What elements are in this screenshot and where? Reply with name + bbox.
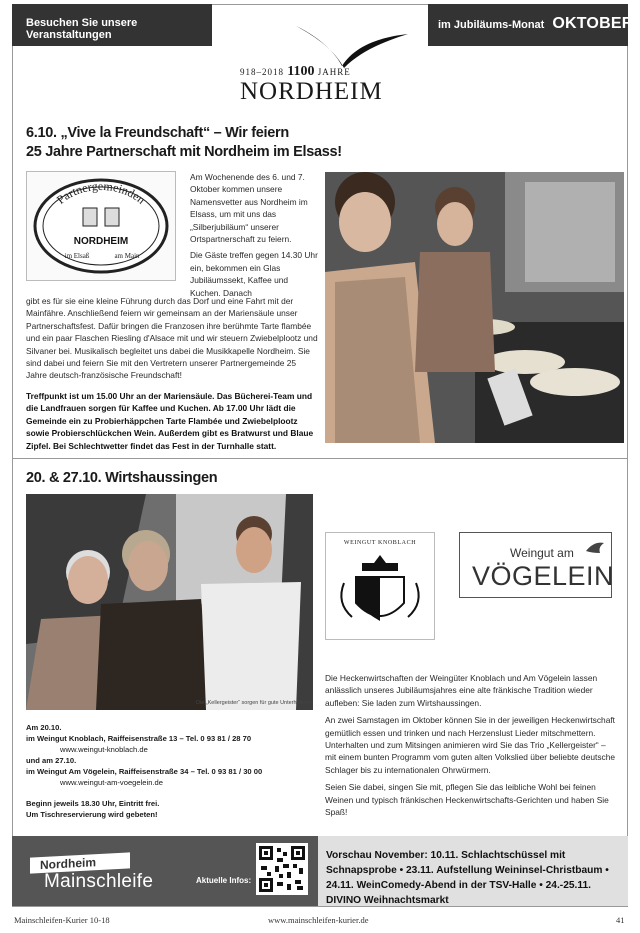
footer-publication: Mainschleifen-Kurier 10-18	[14, 915, 110, 925]
section1-paragraph-3: gibt es für sie eine kleine Führung durch das Dorf und eine Fahrt mit der Mainfähre. Anschließend feiern wir gemeinsam an der Mariensäule unser Partnerschaftsfest. Dafür bringen die Franzosen ihre berühmte Tarte flambée und ein paar Flaschen Riesling d'Alsace mit und wir steuern Zwiebelplootz und Silvaner bei. Musikalisch begleitet uns dabei die Musikkapelle Nordheim. Sie sind dabei und feiern Sie mit den Vertretern unserer Partnergemeinde 25 Jahre deutsch-französische Freundschaft!	[26, 296, 318, 381]
section1-bold-paragraph: Treffpunkt ist um 15.00 Uhr an der Mariensäule. Das Bücherei-Team und die Landfrauen sorgen für Kaffee und Kuchen. Ab 17.00 Uhr lädt die Gemeinde ein zu Probierhäppchen Tarte Flambée und Zwiebelplootz sowie Probierschlückchen Wein. Außerdem gibt es Bratwurst und Blaue Zipfel. Bei Schlechtwetter findet das Fest in der Turnhalle statt.	[26, 391, 314, 451]
photo-caption: Die „Kellergeister“ sorgen für gute Unterhaltung.	[196, 700, 314, 706]
date-2: und am 27.10.	[26, 756, 77, 765]
knoblach-name: WEINGUT KNOBLACH	[343, 540, 417, 546]
partner-communities-sign	[26, 171, 176, 281]
partner-sign-graphic	[27, 172, 175, 280]
section2-paragraph-2: An zwei Samstagen im Oktober können Sie in der jeweiligen Heckenwirtschaft gemütlich essen und trinken und nach Herzenslust Lieder mitschmettern. Unterhalten und zum Mitsingen animieren wird Sie das Trio „Kellergeister“ – mit einem bunten Programm vom guten alten Volkslied über beliebte deutsche Schlager bis zu internationalen Ohrwürmern.	[325, 715, 616, 775]
info-label: Aktuelle Infos:	[196, 876, 252, 885]
date-1: Am 20.10.	[26, 723, 62, 732]
url-knoblach[interactable]: www.weingut-knoblach.de	[60, 745, 148, 754]
kellergeister-photo	[26, 494, 313, 710]
section1-title-line2: 25 Jahre Partnerschaft mit Nordheim im Elsass!	[26, 144, 342, 160]
november-preview: Vorschau November: 10.11. Schlachtschüssel mit Schnapsprobe • 23.11. Aufstellung Weininsel-Christbaum • 24.11. WeinComedy-Abend in der TSV-Halle • 24.-25.11. DIVINO Weihnachtsmarkt	[318, 836, 628, 906]
section1-paragraph-1: Am Wochenende des 6. und 7. Oktober kommen unsere Namensvetter aus Nordheim im Elsass, um mit uns das „Silberjubiläum“ unserer Ortspartnerschaft zu feiern.	[190, 172, 308, 245]
years-unit: JAHRE	[317, 67, 351, 77]
section1-intro-column	[190, 171, 318, 303]
header-right-label: im Jubiläums-Monat	[438, 19, 545, 31]
reservation-note: Um Tischreservierung wird gebeten!	[26, 810, 158, 819]
header-right-banner	[428, 4, 634, 46]
tarte-flambee-photo	[325, 172, 624, 443]
years-range: 918–2018	[240, 67, 284, 77]
section1-paragraph-2: Die Gäste treffen gegen 14.30 Uhr ein, bekommen ein Glas Jubiläumssekt, Kaffee und Kuchen. Danach	[190, 250, 318, 298]
nordheim-brand-bottom: Mainschleife	[44, 871, 154, 892]
anniversary-logo	[226, 20, 416, 112]
partner-sign-top-text: Partnergemeinden	[53, 178, 149, 207]
partner-sign-left-text: im Elsaß	[64, 252, 90, 260]
event-addresses	[26, 722, 311, 820]
partner-sign-town: NORDHEIM	[73, 236, 129, 247]
footer-website[interactable]: www.mainschleifen-kurier.de	[268, 915, 369, 925]
section2-paragraph-3: Seien Sie dabei, singen Sie mit, pflegen Sie das leibliche Wohl bei feinen Weinen und typisch fränkischen Heckenwirtschafts-Gerichten und haben Sie Spaß!	[325, 782, 609, 818]
qr-pattern	[259, 846, 305, 892]
header-left-label: Besuchen Sie unsere Veranstaltungen	[26, 17, 138, 41]
partner-sign-right-text: am Main	[114, 252, 140, 260]
photo-three-musicians	[26, 494, 313, 710]
bird-swoosh-icon	[226, 20, 416, 68]
qr-code-icon[interactable]	[256, 843, 308, 895]
section2-title: 20. & 27.10. Wirtshaussingen	[26, 470, 218, 486]
header-month: OKTOBER	[552, 15, 634, 32]
section1-title-line1: 6.10. „Vive la Freundschaft“ – Wir feiern	[26, 125, 289, 141]
footer-page-number: 41	[616, 915, 625, 925]
coat-of-arms-icon	[326, 533, 434, 639]
start-time: Beginn jeweils 18.30 Uhr, Eintritt frei.	[26, 799, 160, 808]
years-count: 1100	[287, 64, 315, 79]
nordheim-brand-top: Nordheim	[30, 852, 130, 873]
voegelein-line2: VÖGELEIN	[472, 561, 615, 591]
bird-icon	[584, 539, 608, 557]
photo-women-baking	[325, 172, 624, 443]
voegelein-line1: Weingut am	[510, 546, 574, 560]
section2-text	[325, 672, 617, 823]
weingut-voegelein-logo	[459, 532, 615, 598]
header-left-banner	[12, 4, 212, 46]
section-divider	[12, 458, 628, 459]
venue-2: im Weingut Am Vögelein, Raiffeisenstraße 34 – Tel. 0 93 81 / 30 00	[26, 767, 263, 776]
section1-title	[26, 124, 616, 162]
venue-1: im Weingut Knoblach, Raiffeisenstraße 13 – Tel. 0 93 81 / 28 70	[26, 734, 252, 743]
section2-paragraph-1: Die Heckenwirtschaften der Weingüter Knoblach und Am Vögelein lassen anlässlich unseres Jubiläumsjahres eine alte fränkische Tradition wieder aufleben: Sie laden zum Wirtshaussingen.	[325, 673, 598, 708]
url-voegelein[interactable]: www.weingut-am-voegelein.de	[60, 778, 163, 787]
logo-town: NORDHEIM	[240, 78, 383, 105]
weingut-knoblach-logo	[325, 532, 435, 640]
